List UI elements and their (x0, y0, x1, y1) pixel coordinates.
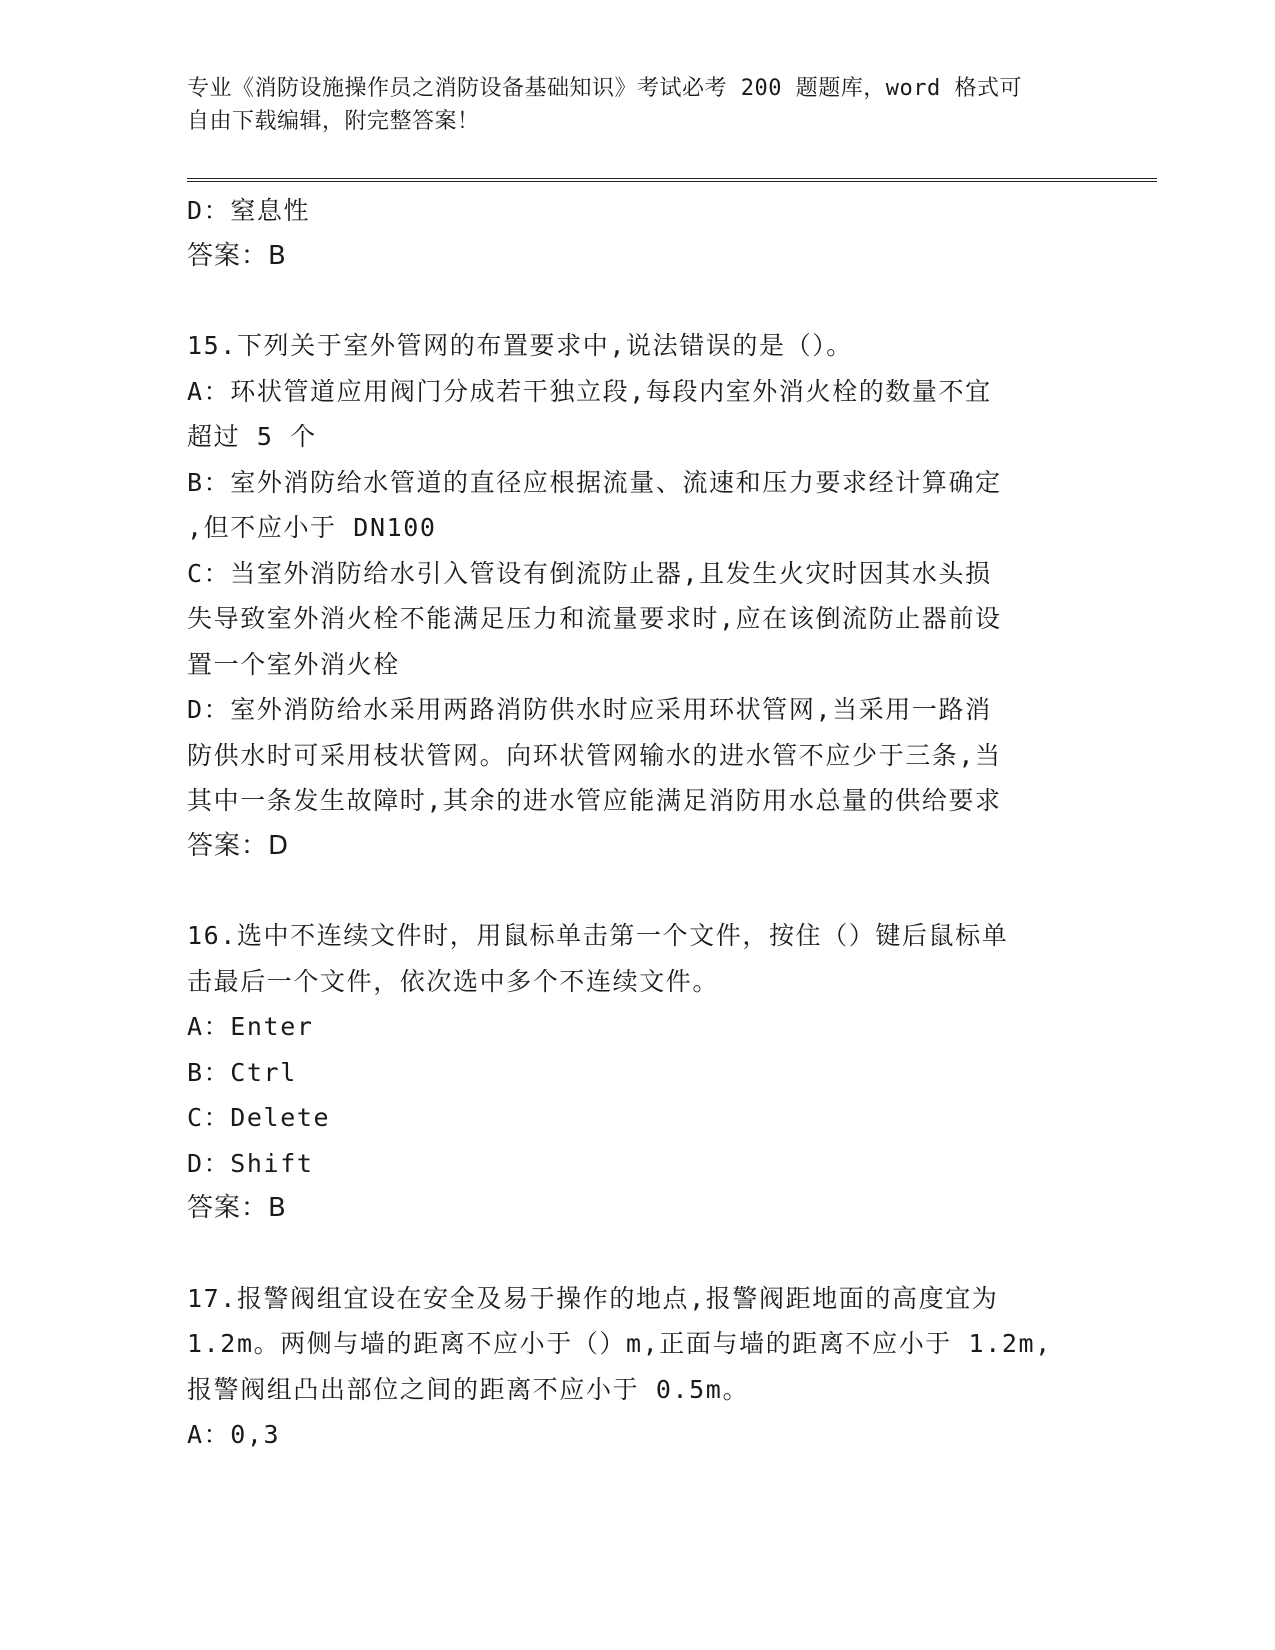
question-text: 16.选中不连续文件时，用鼠标单击第一个文件，按住（）键后鼠标单 (187, 921, 1009, 950)
question-text-cont: 击最后一个文件，依次选中多个不连续文件。 (187, 966, 720, 996)
option-d: D：室外消防给水采用两路消防供水时应采用环状管网,当采用一路消 (187, 695, 992, 724)
document-body (187, 188, 1077, 1458)
question-17 (187, 1276, 1077, 1458)
option-d: D：Shift (187, 1148, 314, 1178)
option-a: A：0,3 (187, 1420, 281, 1449)
option-c-cont: 失导致室外消火栓不能满足压力和流量要求时,应在该倒流防止器前设 (187, 604, 1002, 633)
option-a: A：环状管道应用阀门分成若干独立段,每段内室外消火栓的数量不宜 (187, 376, 992, 406)
question-text-cont: 1.2m。两侧与墙的距离不应小于（）m,正面与墙的距离不应小于 1.2m, (187, 1329, 1052, 1358)
question-15 (187, 323, 1077, 869)
option-b: B：室外消防给水管道的直径应根据流量、流速和压力要求经计算确定 (187, 467, 1002, 497)
option-d-cont: 其中一条发生故障时,其余的进水管应能满足消防用水总量的供给要求 (187, 786, 1002, 815)
header-line-2: 自由下载编辑，附完整答案！ (187, 109, 480, 134)
answer: 答案：D (187, 830, 290, 861)
header-line-1: 专业《消防设施操作员之消防设备基础知识》考试必考 200 题题库，word 格式可 (187, 76, 1022, 101)
option-c: C：Delete (187, 1103, 331, 1132)
previous-question-tail (187, 188, 1077, 279)
page-header (187, 72, 1067, 138)
answer: 答案：B (187, 240, 287, 271)
option-a: A：Enter (187, 1012, 314, 1041)
spacer (187, 279, 1077, 323)
question-text: 17.报警阀组宜设在安全及易于操作的地点,报警阀距地面的高度宜为 (187, 1283, 999, 1313)
option-d: D：窒息性 (187, 196, 311, 225)
option-a-cont: 超过 5 个 (187, 422, 317, 451)
option-b-cont: ,但不应小于 DN100 (187, 513, 437, 542)
answer: 答案：B (187, 1193, 287, 1223)
option-c: C：当室外消防给水引入管设有倒流防止器,且发生火灾时因其水头损 (187, 558, 992, 588)
question-16 (187, 913, 1077, 1232)
question-text-cont: 报警阀组凸出部位之间的距离不应小于 0.5m。 (187, 1374, 750, 1404)
question-text: 15.下列关于室外管网的布置要求中,说法错误的是（）。 (187, 331, 853, 360)
spacer (187, 1232, 1077, 1276)
spacer (187, 869, 1077, 913)
header-divider (187, 178, 1157, 182)
option-d-cont: 防供水时可采用枝状管网。向环状管网输水的进水管不应少于三条,当 (187, 740, 1002, 770)
option-b: B：Ctrl (187, 1057, 297, 1087)
option-c-cont: 置一个室外消火栓 (187, 649, 400, 679)
